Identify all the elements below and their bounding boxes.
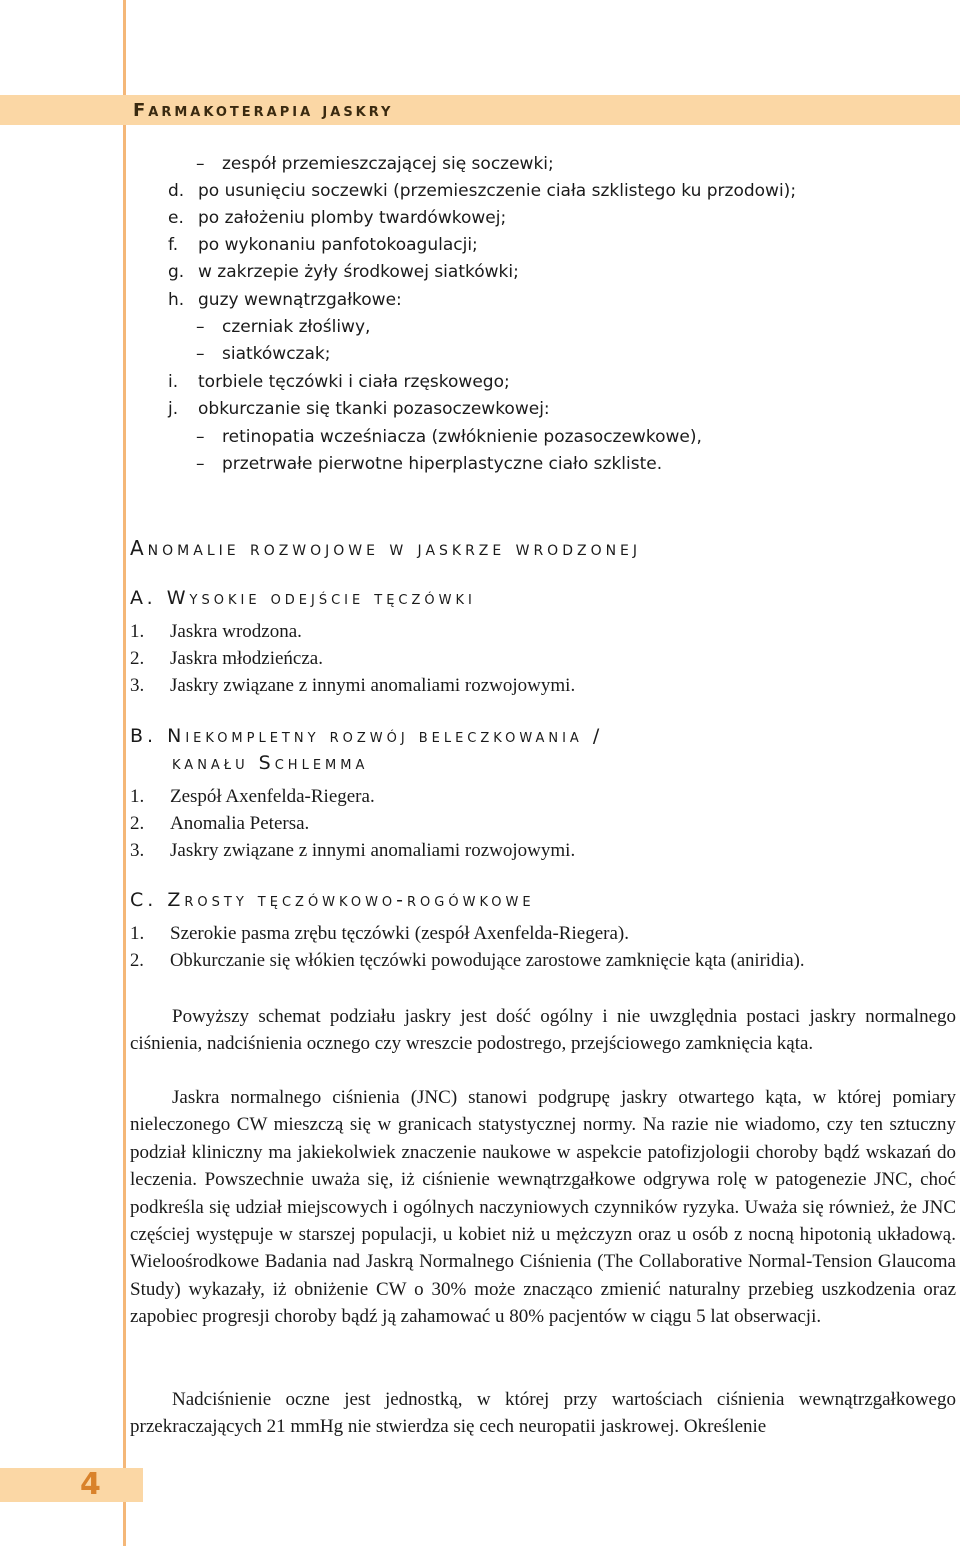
list-item: – retinopatia wcześniacza (zwłóknienie pozasoczewkowe), <box>196 427 702 447</box>
body-paragraph: Powyższy schemat podziału jaskry jest dość ogólny i nie uwzględnia postaci jaskry normalnego ciśnienia, nadciśnienia ocznego czy wreszcie podostrego, przejściowego zamknięcia kąta. <box>130 1006 956 1055</box>
page-number: 4 <box>80 1467 101 1502</box>
numbered-item: 2. Jaskra młodzieńcza. <box>130 648 323 669</box>
list-item: – siatkówczak; <box>196 344 331 364</box>
subsection-heading: B. Niekompletny rozwój beleczkowania / <box>130 725 604 747</box>
numbered-item: 1. Szerokie pasma zrębu tęczówki (zespół Axenfelda-Riegera). <box>130 923 629 944</box>
list-item: d. po usunięciu soczewki (przemieszczenie ciała szklistego ku przodowi); <box>168 181 797 201</box>
running-header-title: Farmakoterapia jaskry <box>133 100 394 121</box>
list-item: i. torbiele tęczówki i ciała rzęskowego; <box>168 372 510 392</box>
numbered-item: 3. Jaskry związane z innymi anomaliami rozwojowymi. <box>130 675 576 696</box>
list-item: g. w zakrzepie żyły środkowej siatkówki; <box>168 262 519 282</box>
list-item: j. obkurczanie się tkanki pozasoczewkowej: <box>168 399 550 419</box>
list-item: h. guzy wewnątrzgałkowe: <box>168 290 402 310</box>
body-paragraph: Nadciśnienie oczne jest jednostką, w której przy wartościach ciśnienia wewnątrzgałkowego przekraczających 21 mmHg nie stwierdza się cech neuropatii jaskrowej. Określenie <box>130 1389 956 1438</box>
subsection-heading: C. Zrosty tęczówkowo-rogówkowe <box>130 889 535 911</box>
margin-rule <box>123 0 126 1546</box>
subsection-heading: A. Wysokie odejście tęczówki <box>130 587 476 609</box>
section-heading: Anomalie rozwojowe w jaskrze wrodzonej <box>130 536 642 560</box>
numbered-item: 2. Obkurczanie się włókien tęczówki powodujące zarostowe zamknięcie kąta (aniridia). <box>130 950 805 971</box>
list-item: – czerniak złośliwy, <box>196 317 371 337</box>
subsection-heading-cont: kanału Schlemma <box>172 752 369 774</box>
list-item: – zespół przemieszczającej się soczewki; <box>196 154 554 174</box>
numbered-item: 1. Jaskra wrodzona. <box>130 621 302 642</box>
list-item: f. po wykonaniu panfotokoagulacji; <box>168 235 478 255</box>
numbered-item: 1. Zespół Axenfelda-Riegera. <box>130 786 375 807</box>
body-paragraph: Jaskra normalnego ciśnienia (JNC) stanowi podgrupę jaskry otwartego kąta, w której pomiary nieleczonego CW mieszczą się w granicach statystycznej normy. Na razie nie wiadomo, czy ten sztuczny podział kliniczny ma jakiekolwiek znaczenie naukowe w aspekcie patofizjologii choroby bądź wskazań do leczenia. Powszechnie uważa się, iż ciśnienie wewnątrzgałkowe odgrywa rolę w patogenezie JNC, choć podkreśla się udział miejscowych i ogólnych naczyniowych czynników ryzyka. Uważa się również, że JNC częściej występuje w starszej populacji, u kobiet niż u mężczyzn oraz u osób z nocną hipotonią układową. Wieloośrodkowe Badania nad Jaskrą Normalnego Ciśnienia (The Collaborative Normal-Tension Glaucoma Study) wykazały, iż obniżenie CW o 30% może znacząco zmienić naturalny przebieg uszkodzenia oraz zapobiec progresji choroby bądź ją zahamować u 80% pacjentów w ciągu 5 lat obserwacji. <box>130 1087 956 1328</box>
list-item: e. po założeniu plomby twardówkowej; <box>168 208 507 228</box>
list-item: – przetrwałe pierwotne hiperplastyczne ciało szkliste. <box>196 454 663 474</box>
numbered-item: 3. Jaskry związane z innymi anomaliami rozwojowymi. <box>130 840 576 861</box>
page-number-band <box>0 1468 143 1502</box>
numbered-item: 2. Anomalia Petersa. <box>130 813 310 834</box>
